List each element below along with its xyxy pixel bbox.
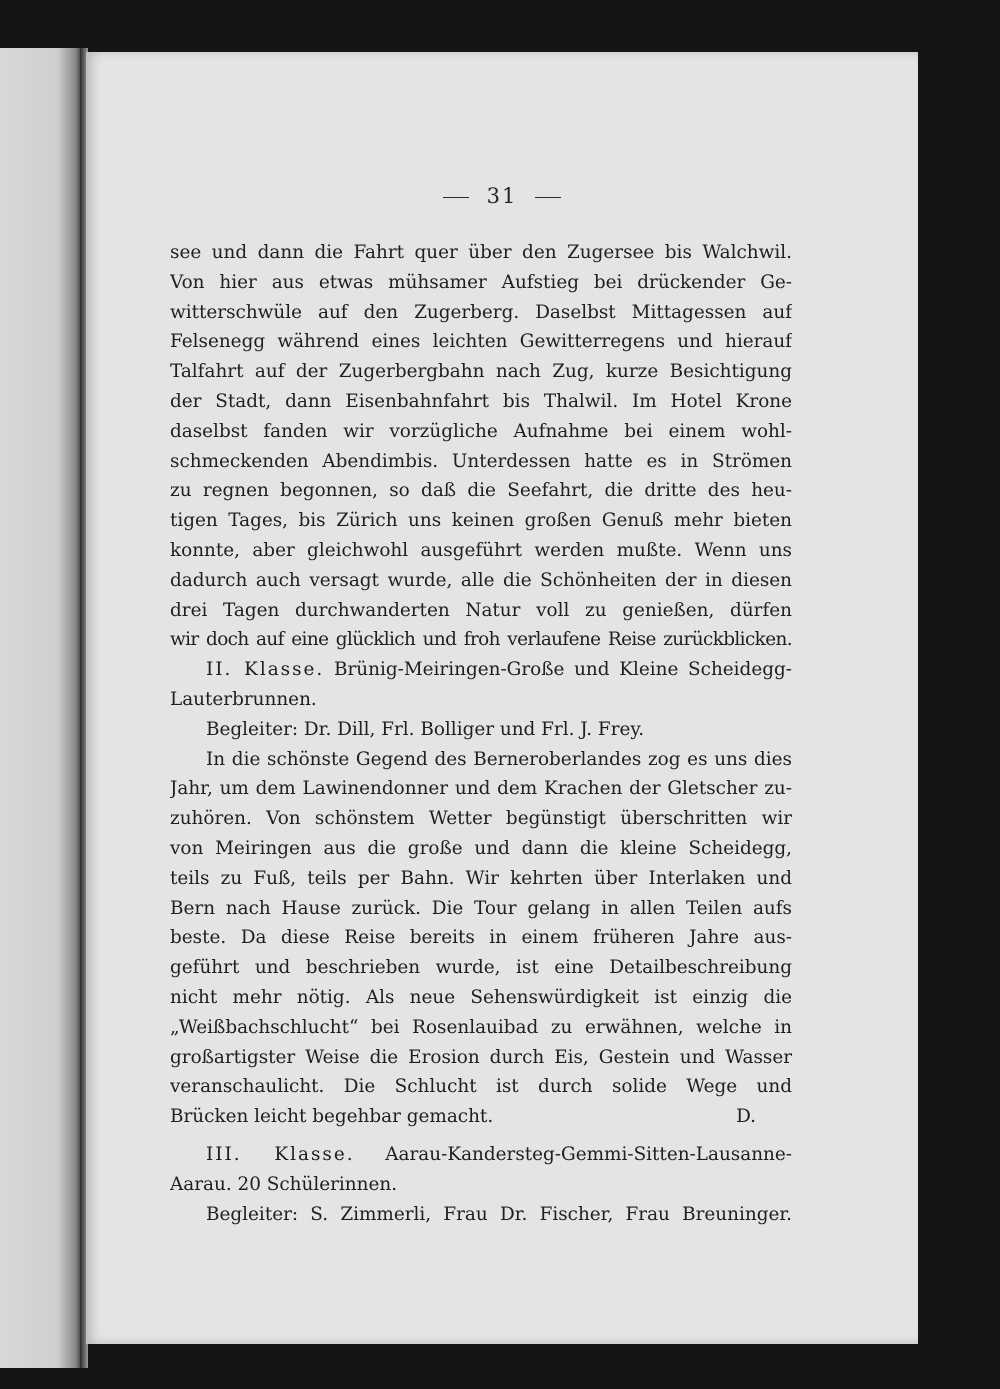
text-line: drei Tagen durchwanderten Natur voll zu genießen, dürfen	[170, 599, 792, 621]
section-2-title-line2: Lauterbrunnen.	[170, 688, 317, 710]
author-signature: D.	[736, 1106, 756, 1128]
page-text	[170, 238, 792, 1229]
page-header	[86, 184, 918, 208]
section-2-body-line: geführt und beschrieben wurde, ist eine Detailbeschreibung	[170, 957, 792, 979]
section-2-title: Brünig-Meiringen-Große und Kleine Scheidegg-	[333, 659, 792, 681]
book-page	[86, 52, 918, 1344]
section-2-body-line: „Weißbachschlucht“ bei Rosenlauibad zu erwähnen, welche in	[170, 1016, 792, 1038]
text-line: Talfahrt auf der Zugerbergbahn nach Zug, kurze Besichtigung	[170, 361, 792, 383]
section-2-body-line: zuhören. Von schönstem Wetter begünstigt überschritten wir	[170, 808, 792, 830]
section-2-body-line: Jahr, um dem Lawinendonner und dem Krachen der Gletscher zu-	[170, 778, 792, 800]
text-line: tigen Tages, bis Zürich uns keinen großen Genuß mehr bieten	[170, 510, 792, 532]
section-3-leaders: Begleiter: S. Zimmerli, Frau Dr. Fischer, Frau Breuninger.	[206, 1203, 792, 1225]
section-2-body-line: von Meiringen aus die große und dann die kleine Scheidegg,	[170, 837, 792, 859]
text-line: see und dann die Fahrt quer über den Zugersee bis Walchwil.	[170, 242, 792, 263]
section-2-body-line: beste. Da diese Reise bereits in einem früheren Jahre aus-	[170, 927, 792, 949]
section-2-body-line: teils zu Fuß, teils per Bahn. Wir kehrten über Interlaken und	[170, 867, 792, 889]
text-line: konnte, aber gleichwohl ausgeführt werden mußte. Wenn uns	[170, 539, 792, 561]
section-2-body-line: Bern nach Hause zurück. Die Tour gelang in allen Teilen aufs	[170, 897, 792, 919]
section-2-body-line: In die schönste Gegend des Berneroberlandes zog es uns dies	[206, 748, 792, 770]
text-line: zu regnen begonnen, so daß die Seefahrt, die dritte des heu-	[170, 480, 792, 502]
header-dash-right	[535, 197, 561, 198]
section-2-label: II. Klasse.	[206, 659, 325, 681]
section-2-last-text: Brücken leicht begehbar gemacht.	[170, 1106, 494, 1128]
text-line: Felsenegg während eines leichten Gewitterregens und hierauf	[170, 331, 792, 353]
section-2-leaders: Begleiter: Dr. Dill, Frl. Bolliger und Frl. J. Frey.	[206, 718, 645, 740]
text-line: Von hier aus etwas mühsamer Aufstieg bei drückender Ge-	[170, 271, 792, 293]
section-2-body-line: nicht mehr nötig. Als neue Sehenswürdigkeit ist einzig die	[170, 986, 792, 1008]
section-3-title-line2: Aarau. 20 Schülerinnen.	[170, 1173, 398, 1195]
text-line: dadurch auch versagt wurde, alle die Schönheiten der in diesen	[170, 569, 792, 591]
section-3-heading	[170, 1140, 792, 1170]
header-dash-left	[443, 197, 469, 198]
text-line: witterschwüle auf den Zugerberg. Daselbst Mittagessen auf	[170, 301, 792, 323]
text-line: der Stadt, dann Eisenbahnfahrt bis Thalwil. Im Hotel Krone	[170, 390, 792, 412]
section-2-body-line: großartigster Weise die Erosion durch Eis, Gestein und Wasser	[170, 1046, 792, 1068]
section-2-last-line	[170, 1102, 792, 1132]
text-line: daselbst fanden wir vorzügliche Aufnahme bei einem wohl-	[170, 420, 792, 442]
facing-page-edge	[0, 48, 82, 1368]
page-number: 31	[486, 184, 518, 208]
section-2-body-line: veranschaulicht. Die Schlucht ist durch solide Wege und	[170, 1076, 792, 1098]
text-line: schmeckenden Abendimbis. Unterdessen hatte es in Strömen	[170, 450, 792, 472]
section-2-heading	[170, 655, 792, 685]
text-line: wir doch auf eine glücklich und froh verlaufene Reise zurückblicken.	[170, 629, 792, 651]
section-3-label: III. Klasse.	[206, 1143, 355, 1165]
section-3-title: Aarau-Kandersteg-Gemmi-Sitten-Lausanne-	[385, 1143, 792, 1165]
